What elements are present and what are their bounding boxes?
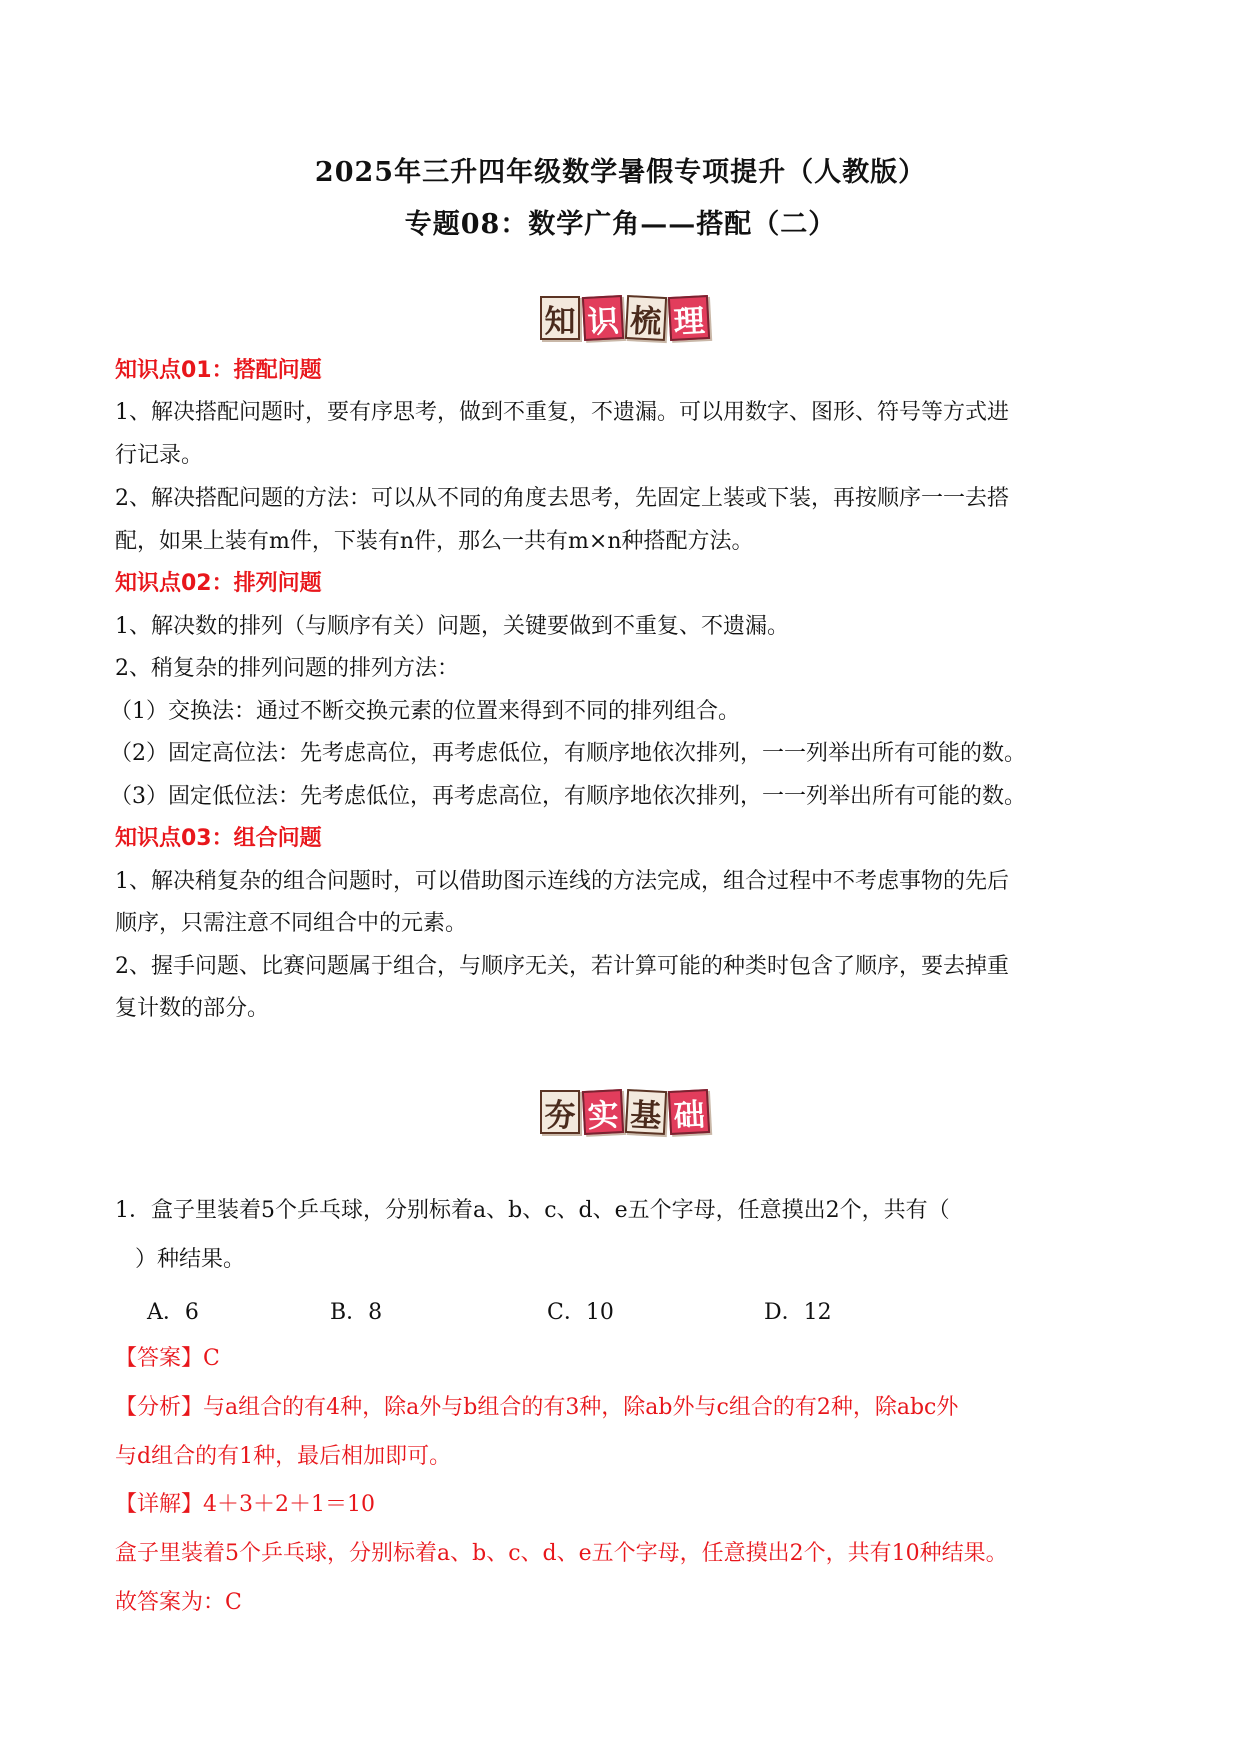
option-c: C．10 xyxy=(547,1300,614,1325)
text-line: 2、稍复杂的排列问题的排列方法： xyxy=(115,656,459,681)
analysis-line: 与d组合的有1种，最后相加即可。 xyxy=(115,1444,452,1469)
option-a: A．6 xyxy=(147,1300,199,1325)
detail-line: 盒子里装着5个乒乓球，分别标着a、b、c、d、e五个字母，任意摸出2个，共有10种结果。 xyxy=(115,1541,1008,1566)
question-stem: ）种结果。 xyxy=(135,1247,246,1272)
document-title: 2025年三升四年级数学暑假专项提升（人教版） xyxy=(314,157,927,188)
banner-char: 知 xyxy=(540,296,580,340)
knowledge-point-heading: 知识点01：搭配问题 xyxy=(115,358,322,383)
text-line: （2）固定高位法：先考虑高位，再考虑低位，有顺序地依次排列，一一列举出所有可能的数。 xyxy=(110,741,1027,766)
option-d: D．12 xyxy=(764,1300,832,1325)
text-line: 顺序，只需注意不同组合中的元素。 xyxy=(115,911,468,936)
section-banner-basics xyxy=(540,1090,709,1134)
detail-line: 【详解】4＋3＋2＋1＝10 xyxy=(115,1492,375,1517)
banner-char: 实 xyxy=(582,1089,624,1135)
banner-char: 识 xyxy=(582,295,624,341)
analysis-line: 【分析】与a组合的有4种，除a外与b组合的有3种，除ab外与c组合的有2种，除abc外 xyxy=(115,1395,959,1420)
text-line: （3）固定低位法：先考虑低位，再考虑高位，有顺序地依次排列，一一列举出所有可能的数。 xyxy=(110,784,1027,809)
text-line: 2、解决搭配问题的方法：可以从不同的角度去思考，先固定上装或下装，再按顺序一一去搭 xyxy=(115,486,1010,511)
text-line: 1、解决搭配问题时，要有序思考，做到不重复，不遗漏。可以用数字、图形、符号等方式进 xyxy=(115,400,1010,425)
knowledge-point-heading: 知识点03：组合问题 xyxy=(115,826,322,851)
text-line: 2、握手问题、比赛问题属于组合，与顺序无关，若计算可能的种类时包含了顺序，要去掉重 xyxy=(115,954,1010,979)
text-line: 配，如果上装有m件，下装有n件，那么一共有m×n种搭配方法。 xyxy=(115,529,754,554)
section-banner-knowledge xyxy=(540,296,709,340)
banner-char: 理 xyxy=(668,295,710,341)
banner-char: 础 xyxy=(668,1089,710,1135)
text-line: （1）交换法：通过不断交换元素的位置来得到不同的排列组合。 xyxy=(110,699,740,724)
text-line: 1、解决数的排列（与顺序有关）问题，关键要做到不重复、不遗漏。 xyxy=(115,614,789,639)
banner-char: 梳 xyxy=(625,295,667,341)
text-line: 1、解决稍复杂的组合问题时，可以借助图示连线的方法完成，组合过程中不考虑事物的先后 xyxy=(115,869,1010,894)
option-b: B．8 xyxy=(330,1300,383,1325)
text-line: 行记录。 xyxy=(115,443,204,468)
text-line: 复计数的部分。 xyxy=(115,996,270,1021)
question-stem: 1．盒子里装着5个乒乓球，分别标着a、b、c、d、e五个字母，任意摸出2个，共有（ xyxy=(115,1198,950,1223)
knowledge-point-heading: 知识点02：排列问题 xyxy=(115,571,322,596)
banner-char: 基 xyxy=(625,1089,667,1135)
question-options xyxy=(0,1295,1241,1325)
detail-line: 故答案为：C xyxy=(115,1590,242,1615)
banner-char: 夯 xyxy=(540,1090,580,1134)
document-subtitle: 专题08：数学广角——搭配（二） xyxy=(404,209,837,240)
answer-line: 【答案】C xyxy=(115,1346,220,1371)
